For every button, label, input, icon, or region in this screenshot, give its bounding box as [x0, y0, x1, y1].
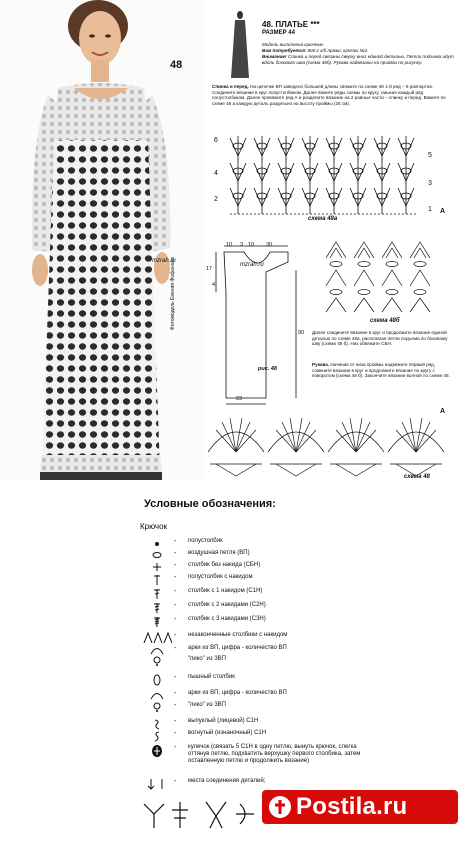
instructions-front-back-label: Спинка и перед. [212, 84, 249, 89]
dim-right-90: 90 [298, 330, 305, 336]
watermark-mid: mzrah.ru [240, 262, 264, 268]
double-treble-icon [140, 616, 174, 628]
single-crochet-icon [140, 562, 174, 574]
instructions-sleeves-text: Начиная от низа проймы надвяжите первый ряд, сомкните вязание в круг и продолжите вязание по кругу с поворотом (схема 48 б). Закончите вязание волной по схеме 48. [312, 362, 450, 379]
stitch-illustrations [140, 798, 260, 832]
legend-item: - воздушная петля (ВП) [140, 550, 388, 564]
row-number-2: 2 [214, 196, 218, 203]
materials-text: 800 г x/б пряжи; крючок №2. [307, 48, 369, 53]
slip-stitch-icon [140, 538, 174, 550]
legend-title: Условные обозначения: [144, 498, 276, 510]
scheme-48-chart [206, 412, 456, 482]
legend-item: - столбик с 2 накидами (С2Н) [140, 602, 388, 616]
legend-item: - пышный столбик [140, 674, 388, 688]
legend-item: - столбик с 3 накидами (С3Н) [140, 616, 388, 630]
dim-bottom-23: 23 [236, 396, 243, 402]
chain-stitch-icon [140, 550, 174, 562]
picot-icon [140, 656, 174, 668]
treble-crochet-icon [140, 602, 174, 614]
instructions-sleeves-label: Рукава. [312, 362, 330, 367]
materials-label: Вам потребуется: [262, 48, 307, 53]
row-number-3: 3 [428, 180, 432, 187]
row-number-6: 6 [214, 137, 218, 144]
join-marker-icon [140, 778, 174, 790]
legend-item-label: столбик без накида (СБН) [188, 562, 261, 568]
row-number-1: 1 [428, 206, 432, 213]
photo-credit: Фотомодель Евения Фофанова [170, 257, 176, 330]
postila-logo[interactable] [262, 790, 458, 824]
legend-item: - вогнутый (изнаночный) С1Н [140, 730, 388, 744]
materials-line [262, 48, 452, 54]
difficulty-stars: *** [310, 20, 320, 29]
legend-item: - арки из ВП, цифра - количество ВП [140, 645, 388, 659]
legend-item-label: выпуклый (лицевой) С1Н [188, 718, 259, 724]
legend-item-label: кулечок (связать 5 С1Н в одну петлю, вынуть крючок, слегка оттянув петлю, подхватить верхушку первого столбика, затем оставленную петлю и продолжить вязание) [188, 744, 361, 764]
picot-icon [140, 702, 174, 714]
legend-item: - кулечок (связать 5 С1Н в одну петлю, вынуть крючок, слегка оттянув петлю, подхватить верхушку первого столбика, затем оставленную петлю и продолжить вязание) [140, 744, 368, 774]
dim-top-10: 10 [226, 242, 233, 248]
watermark-left: mzrah.ru [152, 258, 176, 264]
legend-item-label: воздушная петля (ВП) [188, 550, 250, 556]
dim-left-4: 4 [212, 282, 216, 288]
puff-stitch-icon [140, 674, 174, 686]
dress-thumbnail-icon [226, 10, 254, 80]
pattern-header [262, 20, 320, 29]
legend-section: Крючок [140, 522, 168, 531]
dim-left-17: 17 [206, 266, 213, 272]
legend-item-label: незаконченные столбики с накидом [188, 632, 288, 638]
dim-top-3: 3 [240, 242, 244, 248]
legend-item: - столбик с 1 накидом (С1Н) [140, 588, 388, 602]
instructions-continue: Далее соедините вязание в круг и продолжите вязание единой деталью по схеме 48а, располагая петли подъема по боковому шву (схема 48 б). Низ обвяжите СБН. [312, 330, 448, 347]
brand-name: Postila.ru [296, 793, 408, 820]
legend-item: - "пико" из 3ВП [140, 702, 388, 716]
legend-item-label: полустолбик с накидом [188, 574, 253, 580]
legend-item [140, 656, 388, 670]
size-label: РАЗМЕР [262, 30, 287, 36]
row-number-5: 5 [428, 152, 432, 159]
pattern-figure-label: рис. 48 [258, 366, 277, 372]
legend-item-label: столбик с 2 накидами (С2Н) [188, 602, 266, 608]
legend-item-label: "пико" из 3ВП [188, 656, 226, 662]
marker-a2: A [440, 408, 446, 415]
dim-top-10b: 10 [248, 242, 255, 248]
attention-label: Внимание! [262, 54, 287, 59]
popcorn-stitch-icon [140, 744, 174, 756]
legend-item-label: места соединения деталей; [188, 778, 266, 784]
scheme-48a-chart [208, 126, 458, 226]
pattern-number: 48. [262, 20, 274, 29]
legend-item-label: вогнутый (изнаночный) С1Н [188, 730, 267, 736]
page-number: 48 [170, 59, 183, 71]
legend-item: - полустолбик с накидом [140, 574, 388, 588]
double-crochet-icon [140, 588, 174, 600]
scheme-48b-label: схема 48б [370, 318, 400, 324]
attention-text: Спинка и перед связаны сверху вниз единой деталью. Петли подъема идут вдоль бокового шва (схема 48б). Рукава надвязаны на проймы по рисунку. [262, 54, 454, 65]
legend-item-label: "пико" из 3ВП [188, 702, 226, 708]
legend-item-label: столбик с 1 накидом (С1Н) [188, 588, 263, 594]
marker-a: A [440, 208, 446, 215]
back-post-icon [140, 730, 174, 742]
legend-item-label: столбик с 3 накидами (С3Н) [188, 616, 266, 622]
instructions-front-back-text: На цепочке ВП заведено большей длины свяжите по схеме 48 1-й ряд – 8 раппортов. Соедините вязание в круг полустолбиком. Далее вяжите ряды схемы по кругу, смыкая каждый ряд полустолбиком. Далее провяжите ряд А и разделите вязание на 2 равные части – спинку и перед. Вяжите по схеме 48 а каждую деталь раздельно на высоту проймы (26 см). [212, 84, 446, 106]
legend-item-label: арки из ВП, цифра - количество ВП [188, 645, 287, 651]
row-number-4: 4 [214, 170, 218, 177]
pin-icon [268, 795, 292, 819]
legend-item: - столбик без накида (СБН) [140, 562, 388, 576]
legend-item-label: арки из ВП, цифра - количество ВП [188, 690, 287, 696]
instructions-sleeves [312, 362, 456, 379]
legend-item: - арки из ВП, цифра - количество ВП [140, 690, 388, 704]
cluster-stitch-icon [140, 632, 174, 644]
legend-item: - места соединения деталей; [140, 778, 388, 792]
half-double-icon [140, 574, 174, 586]
pattern-title: ПЛАТЬЕ [275, 20, 309, 29]
size-line [262, 30, 295, 36]
scheme-48a-label: схема 48а [308, 216, 338, 222]
instructions-front-back [212, 84, 456, 106]
scheme-48b-chart [316, 238, 456, 318]
attention-note [262, 54, 454, 65]
chain-arch-icon [140, 690, 174, 702]
dim-top-30: 30 [266, 242, 273, 248]
legend-item: - незаконченные столбики с накидом [140, 632, 388, 646]
legend-item: - полустолбик [140, 538, 388, 552]
model-line: Модель выполнена крючком. [262, 42, 324, 47]
front-post-icon [140, 718, 174, 730]
legend-item: - выпуклый (лицевой) С1Н [140, 718, 388, 732]
scheme-48-label: схема 48 [404, 474, 430, 480]
size-value: 44 [288, 30, 295, 36]
legend-item-label: пышный столбик [188, 674, 235, 680]
legend-item-label: полустолбик [188, 538, 223, 544]
